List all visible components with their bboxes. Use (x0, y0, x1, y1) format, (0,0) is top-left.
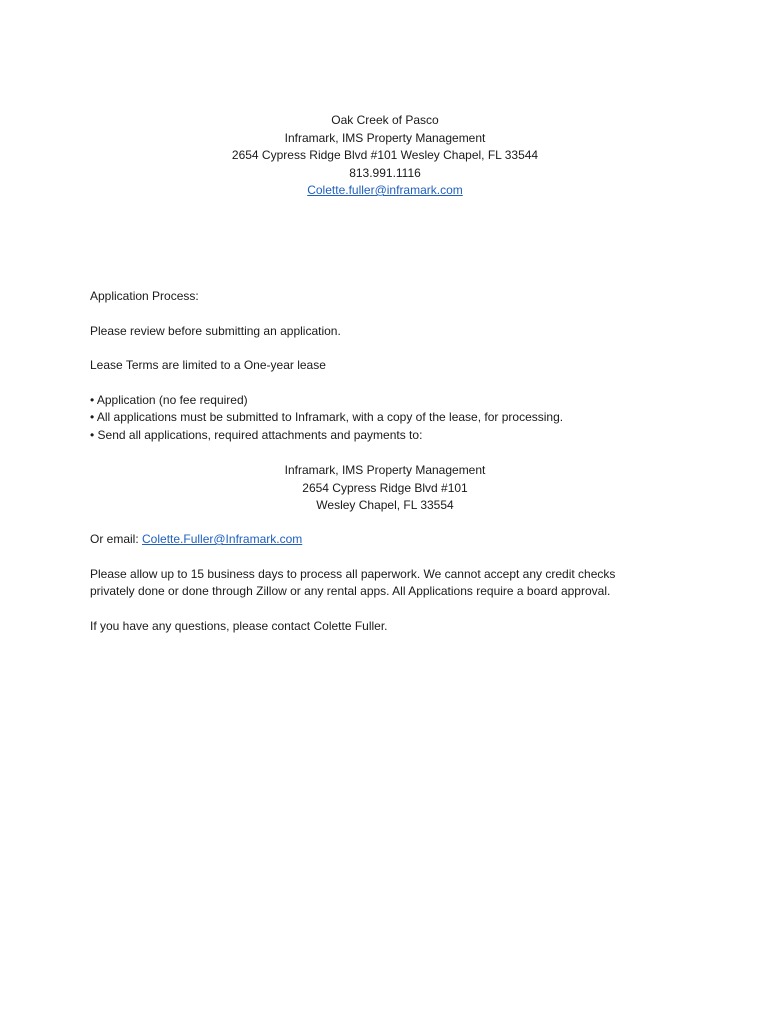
mailing-address (0, 462, 770, 515)
section-heading: Application Process: (90, 289, 199, 303)
lease-terms: Lease Terms are limited to a One-year lease (90, 358, 326, 372)
bullet-item: • Send all applications, required attachments and payments to: (90, 427, 423, 442)
letterhead (0, 112, 770, 200)
processing-line-2: privately done or done through Zillow or any rental apps. All Applications require a board approval. (90, 584, 611, 598)
mailing-street: 2654 Cypress Ridge Blvd #101 (302, 480, 468, 495)
review-note: Please review before submitting an application. (90, 323, 341, 338)
org-name: Oak Creek of Pasco (331, 113, 439, 127)
company-phone: 813.991.1116 (349, 165, 421, 180)
processing-line-1: Please allow up to 15 business days to process all paperwork. We cannot accept any credit checks (90, 566, 616, 581)
or-email-link[interactable]: Colette.Fuller@Inframark.com (142, 532, 303, 546)
mailing-company: Inframark, IMS Property Management (284, 463, 486, 477)
mailing-city: Wesley Chapel, FL 33554 (316, 498, 454, 512)
company-name: Inframark, IMS Property Management (284, 130, 486, 145)
bullet-item: • Application (no fee required) (90, 392, 248, 407)
document-body-lower (90, 531, 690, 635)
or-email-line (90, 531, 690, 549)
header-email-link[interactable]: Colette.fuller@inframark.com (307, 183, 463, 197)
company-address: 2654 Cypress Ridge Blvd #101 Wesley Chapel, FL 33544 (231, 148, 539, 162)
questions-line: If you have any questions, please contact Colette Fuller. (90, 618, 388, 633)
or-email-label: Or email: (90, 532, 143, 546)
bullet-item: • All applications must be submitted to Inframark, with a copy of the lease, for processing. (90, 410, 564, 424)
document-body (90, 288, 690, 444)
